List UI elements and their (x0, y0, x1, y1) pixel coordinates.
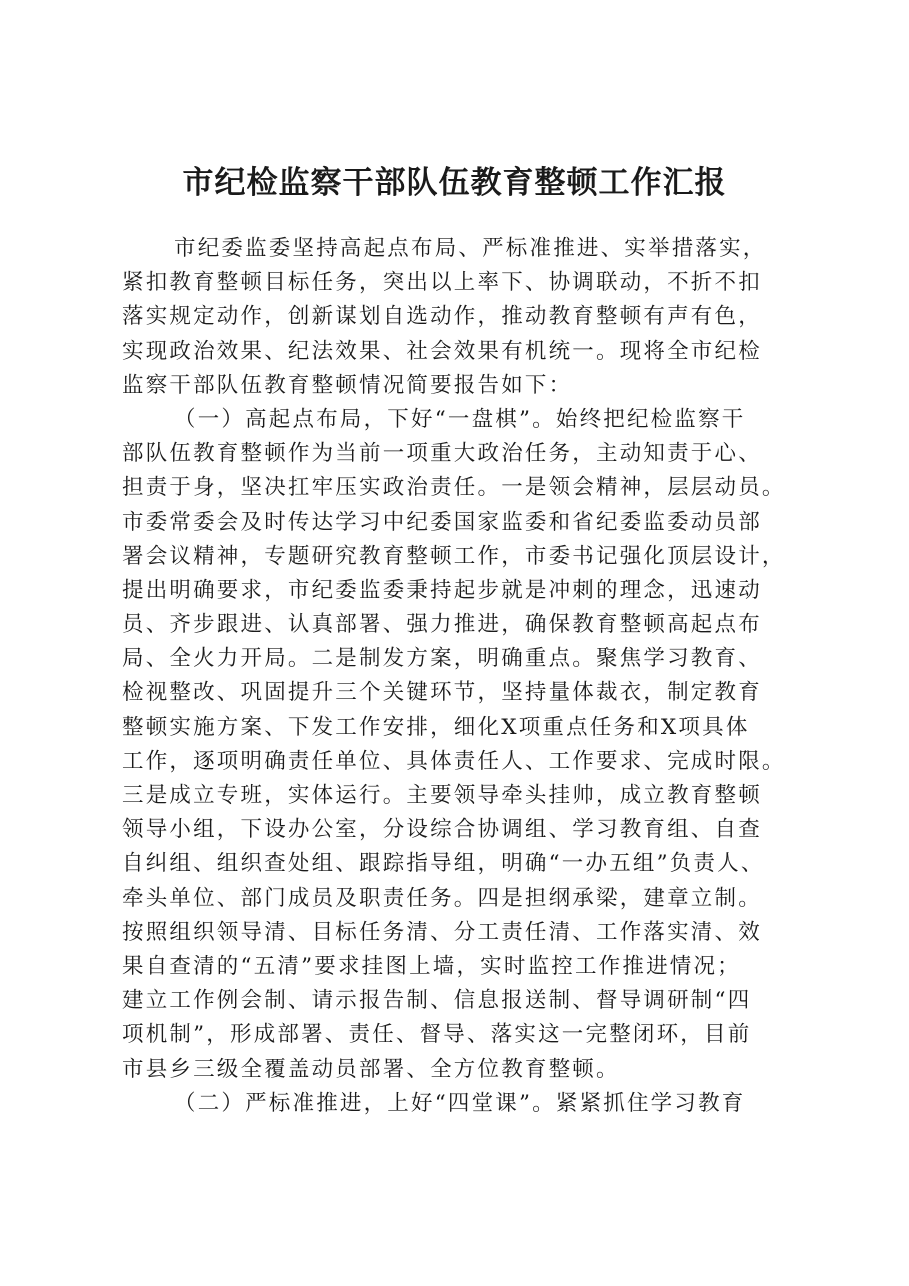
paragraph-line: 提出明确要求，市纪委监委秉持起步就是冲刺的理念，迅速动 (122, 577, 762, 603)
paragraph-line: （二）严标准推进，上好“四堂课”。紧紧抓住学习教育 (174, 1090, 746, 1116)
paragraph-line: 市纪委监委坚持高起点布局、严标准推进、实举措落实， (174, 236, 767, 261)
paragraph-line: 按照组织领导清、目标任务清、分工责任清、工作落实清、效 (122, 919, 762, 945)
paragraph-line: 自纠组、组织查处组、跟踪指导组，明确“一办五组”负责人、 (122, 851, 765, 877)
paragraph-line: 领导小组，下设办公室，分设综合协调组、学习教育组、自查 (122, 817, 762, 843)
paragraph-line: 项机制”，形成部署、责任、督导、落实这一完整闭环，目前 (122, 1022, 752, 1048)
paragraph-line: 检视整改、巩固提升三个关键环节，坚持量体裁衣，制定教育 (122, 680, 762, 706)
document-title: 市纪检监察干部队伍教育整顿工作汇报 (182, 165, 727, 201)
paragraph-line: 署会议精神，专题研究教育整顿工作，市委书记强化顶层设计， (122, 543, 786, 569)
paragraph-line: 市委常委会及时传达学习中纪委国家监委和省纪委监委动员部 (122, 509, 762, 535)
document-body (122, 232, 812, 1121)
paragraph-line: 市县乡三级全覆盖动员部署、全方位教育整顿。 (122, 1056, 620, 1082)
paragraph-line: 担责于身，坚决扛牢压实政治责任。一是领会精神，层层动员。 (122, 475, 786, 501)
paragraph-line: 员、齐步跟进、认真部署、强力推进，确保教育整顿高起点布 (122, 612, 762, 638)
paragraph-line: 建立工作例会制、请示报告制、信息报送制、督导调研制“四 (122, 988, 752, 1014)
paragraph-line: 实现政治效果、纪法效果、社会效果有机统一。现将全市纪检 (122, 338, 762, 364)
paragraph-line: 果自查清的“五清”要求挂图上墙，实时监控工作推进情况； (122, 953, 741, 979)
paragraph-line: 监察干部队伍教育整顿情况简要报告如下： (122, 372, 573, 398)
paragraph-line: 三是成立专班，实体运行。主要领导牵头挂帅，成立教育整顿 (122, 783, 762, 808)
paragraph-line: 紧扣教育整顿目标任务，突出以上率下、协调联动，不折不扣 (122, 270, 762, 296)
paragraph-line: 工作，逐项明确责任单位、具体责任人、工作要求、完成时限。 (122, 748, 786, 774)
paragraph-line: 整顿实施方案、下发工作安排，细化X项重点任务和X项具体 (122, 714, 750, 740)
paragraph-line: 落实规定动作，创新谋划自选动作，推动教育整顿有声有色， (122, 304, 762, 330)
paragraph-line: 局、全火力开局。二是制发方案，明确重点。聚焦学习教育、 (122, 646, 762, 672)
paragraph-line: 部队伍教育整顿作为当前一项重大政治任务，主动知责于心、 (122, 441, 762, 467)
paragraph-line: 牵头单位、部门成员及职责任务。四是担纲承梁，建章立制。 (122, 885, 762, 911)
paragraph-line: （一）高起点布局，下好“一盘棋”。始终把纪检监察干 (174, 406, 746, 432)
